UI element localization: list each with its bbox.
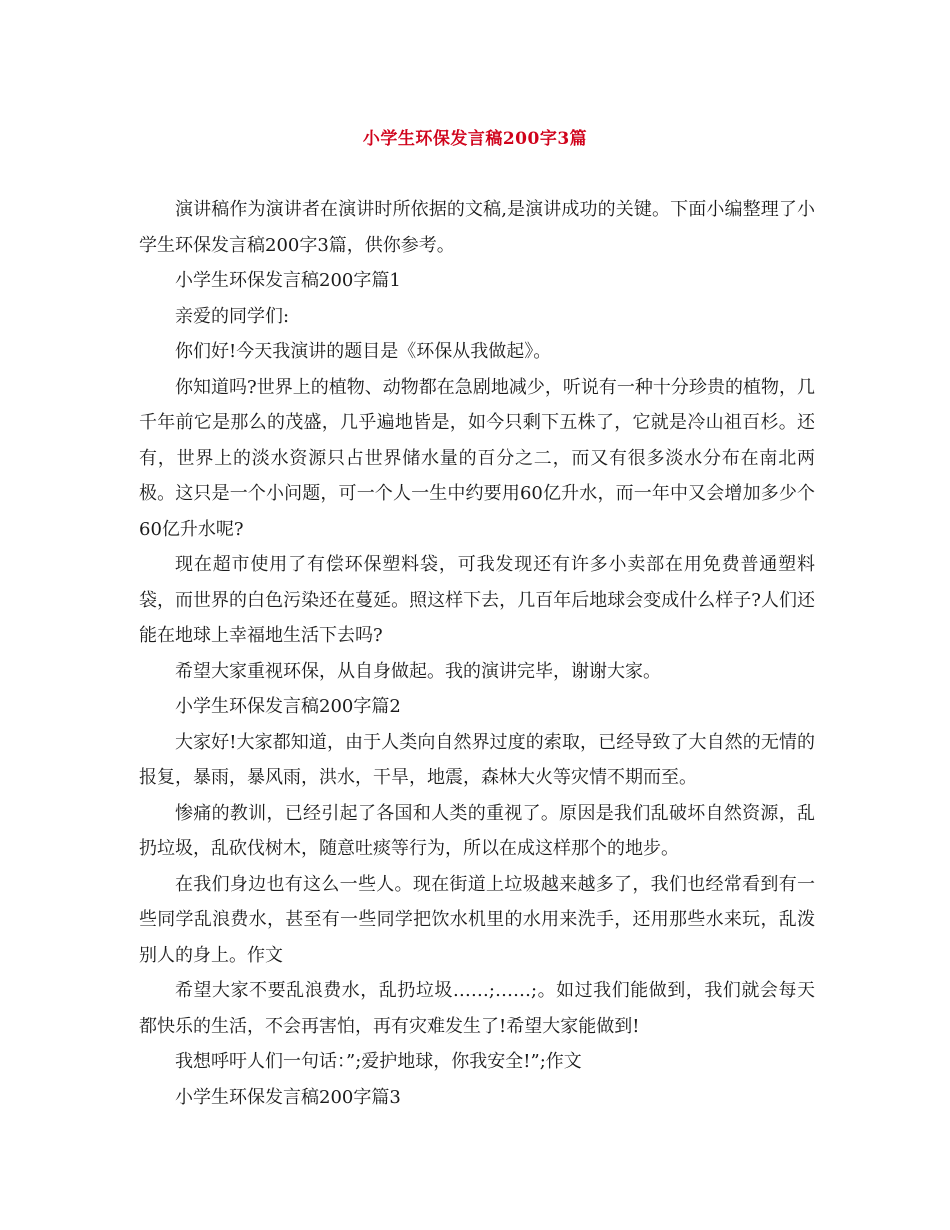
paragraph: 希望大家不要乱浪费水，乱扔垃圾……;……;。如过我们能做到，我们就会每天都快乐的生活，不会再害怕，再有灾难发生了!希望大家能做到! — [139, 980, 815, 1037]
paragraph: 在我们身边也有这么一些人。现在街道上垃圾越来越多了，我们也经常看到有一些同学乱浪费水，甚至有一些同学把饮水机里的水用来洗手，还用那些水来玩，乱泼别人的身上。作文 — [139, 873, 815, 966]
section-heading-3: 小学生环保发言稿200字篇3 — [175, 1086, 401, 1108]
paragraph: 现在超市使用了有偿环保塑料袋，可我发现还有许多小卖部在用免费普通塑料袋，而世界的白色污染还在蔓延。照这样下去，几百年后地球会变成什么样子?人们还能在地球上幸福地生活下去吗? — [139, 554, 815, 646]
paragraph: 我想呼吁人们一句话：”;爱护地球，你我安全!”;作文 — [175, 1051, 582, 1072]
paragraph: 惨痛的教训，已经引起了各国和人类的重视了。原因是我们乱破坏自然资源，乱扔垃圾，乱砍伐树木，随意吐痰等行为，所以在成这样那个的地步。 — [139, 802, 815, 859]
paragraph: 你们好!今天我演讲的题目是《环保从我做起》。 — [175, 341, 552, 362]
paragraph: 你知道吗?世界上的植物、动物都在急剧地减少，听说有一种十分珍贵的植物，几千年前它是那么的茂盛，几乎遍地皆是，如今只剩下五株了，它就是冷山祖百杉。还有，世界上的淡水资源只占世界储水量的百分之二，而又有很多淡水分布在南北两极。这只是一个小问题，可一个人一生中约要用60亿升水，而一年中又会增加多少个60亿升水呢? — [139, 376, 815, 540]
paragraph: 希望大家重视环保，从自身做起。我的演讲完毕，谢谢大家。 — [175, 660, 661, 682]
paragraph-intro: 演讲稿作为演讲者在演讲时所依据的文稿,是演讲成功的关键。下面小编整理了小学生环保发言稿200字3篇，供你参考。 — [139, 199, 815, 256]
document-body — [139, 192, 815, 1115]
section-heading-2: 小学生环保发言稿200字篇2 — [175, 696, 401, 717]
paragraph-greeting: 亲爱的同学们: — [175, 305, 290, 327]
section-heading-1: 小学生环保发言稿200字篇1 — [175, 270, 401, 291]
paragraph: 大家好!大家都知道，由于人类向自然界过度的索取，已经导致了大自然的无情的报复，暴雨，暴风雨，洪水，干旱，地震，森林大火等灾情不期而至。 — [139, 731, 815, 788]
document-title: 小学生环保发言稿200字3篇 — [362, 129, 588, 149]
